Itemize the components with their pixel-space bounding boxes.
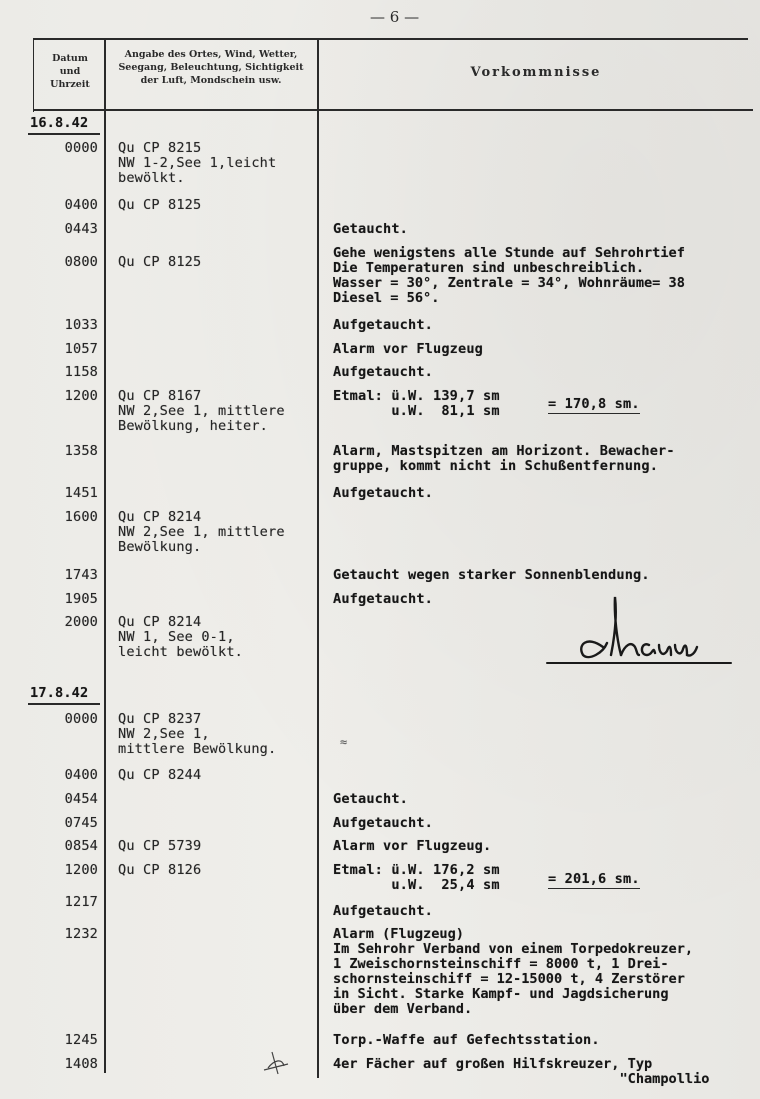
entry-place: Qu CP 8125	[118, 197, 202, 213]
entry-event: Torp.-Waffe auf Gefechtsstation.	[333, 1032, 600, 1048]
entry-event: Getaucht.	[333, 221, 409, 237]
entry-time: 1408	[64, 1056, 98, 1072]
left-margin-rule	[33, 38, 34, 112]
date-2: 17.8.42	[30, 685, 89, 701]
entry-time: 1451	[64, 485, 98, 501]
entry-place: Qu CP 8125	[118, 254, 202, 270]
entry-event: Alarm (Flugzeug) Im Sehrohr Verband von einem Torpedokreuzer, 1 Zweischornsteinschiff = 8000 t, 1 Drei- schornsteinschiff = 12-15000 t, 4 Zerstörer in Sicht. Starke Kampf- und Jagdsicherung über dem Verband.	[333, 927, 694, 1017]
entry-time: 1158	[64, 364, 98, 380]
entry-time: 1358	[64, 443, 98, 459]
page-number: — 6 —	[370, 8, 420, 26]
header-top-rule	[33, 38, 748, 40]
entry-event: Alarm vor Flugzeug	[333, 341, 484, 357]
entry-time: 1600	[64, 509, 98, 525]
entry-event: Alarm vor Flugzeug.	[333, 838, 492, 854]
signature	[545, 595, 735, 675]
entry-time: 1217	[64, 894, 98, 910]
entry-event: Etmal: ü.W. 176,2 sm u.W. 25,4 sm	[333, 862, 500, 893]
date-1: 16.8.42	[30, 115, 89, 131]
date-2-underline	[28, 703, 100, 705]
entry-event: Aufgetaucht.	[333, 485, 434, 501]
pencil-mark: ≈	[340, 735, 348, 749]
entry-time: 0400	[64, 767, 98, 783]
etmal-total: = 170,8 sm.	[548, 396, 640, 412]
date-1-underline	[28, 133, 100, 135]
entry-time: 1743	[64, 567, 98, 583]
entry-place: Qu CP 8237 NW 2,See 1, mittlere Bewölkung.	[118, 711, 277, 757]
entry-time: 0400	[64, 197, 98, 213]
entry-time: 1200	[64, 862, 98, 878]
entry-event: Gehe wenigstens alle Stunde auf Sehrohrtief Die Temperaturen sind unbeschreiblich. Wasser = 30°, Zentrale = 34°, Wohnräume= 38 Diesel = 56°.	[333, 246, 685, 306]
entry-event: Aufgetaucht.	[333, 364, 434, 380]
entry-time: 0800	[64, 254, 98, 270]
column-divider-2	[317, 38, 319, 1078]
entry-place: Qu CP 5739	[118, 838, 202, 854]
entry-time: 0854	[64, 838, 98, 854]
entry-time: 1057	[64, 341, 98, 357]
entry-event: Aufgetaucht.	[333, 591, 434, 607]
header-date-time: Datum und Uhrzeit	[50, 53, 90, 90]
etmal-total: = 201,6 sm.	[548, 871, 640, 887]
pencil-check-icon	[262, 1050, 290, 1076]
entry-time: 0454	[64, 791, 98, 807]
entry-time: 1232	[64, 926, 98, 942]
entry-place: Qu CP 8244	[118, 767, 202, 783]
entry-event: Alarm, Mastspitzen am Horizont. Bewacher- gruppe, kommt nicht in Schußentfernung.	[333, 443, 675, 474]
entry-time: 0443	[64, 221, 98, 237]
entry-event: Aufgetaucht.	[333, 815, 434, 831]
header-bottom-rule	[33, 109, 753, 111]
entry-event: Aufgetaucht.	[333, 317, 434, 333]
entry-time: 0745	[64, 815, 98, 831]
entry-event: 4er Fächer auf großen Hilfskreuzer, Typ "Champollio	[333, 1057, 710, 1087]
entry-time: 2000	[64, 614, 98, 630]
header-place-weather: Angabe des Ortes, Wind, Wetter, Seegang, Beleuchtung, Sichtigkeit der Luft, Mondschein usw.	[118, 49, 304, 86]
entry-place: Qu CP 8167 NW 2,See 1, mittlere Bewölkung, heiter.	[118, 388, 285, 434]
header-events: Vorkommnisse	[470, 65, 602, 80]
entry-event: Getaucht wegen starker Sonnenblendung.	[333, 567, 650, 583]
entry-event: Aufgetaucht.	[333, 903, 434, 919]
entry-event: Getaucht.	[333, 791, 409, 807]
entry-place: Qu CP 8126	[118, 862, 202, 878]
entry-place: Qu CP 8214 NW 2,See 1, mittlere Bewölkung.	[118, 509, 285, 555]
column-divider-1	[104, 38, 106, 1073]
entry-time: 1200	[64, 388, 98, 404]
signature-icon	[545, 595, 735, 675]
entry-time: 1033	[64, 317, 98, 333]
entry-time: 0000	[64, 140, 98, 156]
entry-time: 1245	[64, 1032, 98, 1048]
entry-time: 1905	[64, 591, 98, 607]
entry-time: 0000	[64, 711, 98, 727]
entry-event: Etmal: ü.W. 139,7 sm u.W. 81,1 sm	[333, 388, 500, 419]
entry-place: Qu CP 8215 NW 1-2,See 1,leicht bewölkt.	[118, 140, 277, 186]
entry-place: Qu CP 8214 NW 1, See 0-1, leicht bewölkt.	[118, 614, 244, 660]
